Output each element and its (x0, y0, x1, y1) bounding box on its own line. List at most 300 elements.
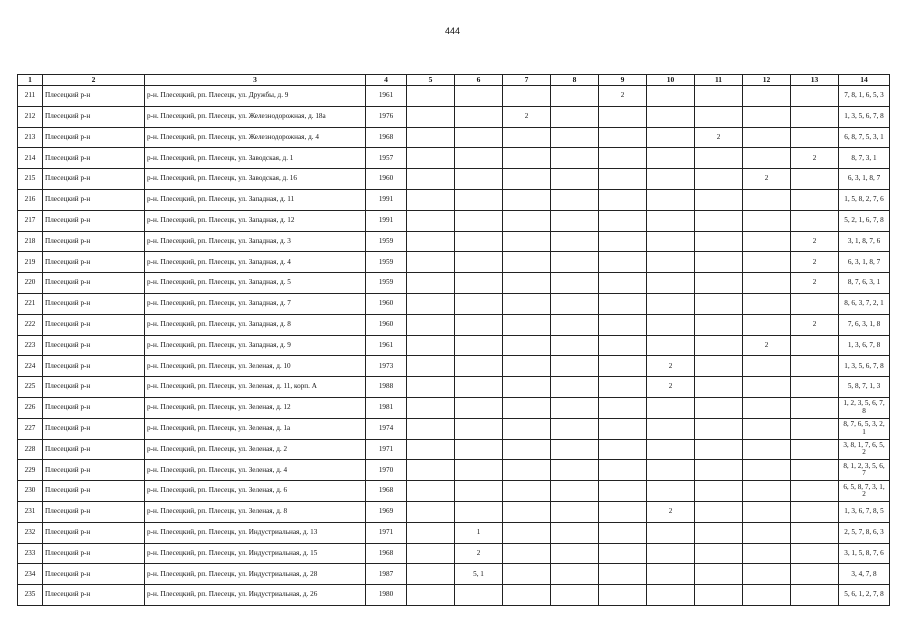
table-row (18, 86, 890, 107)
table-cell: р-н. Плесецкий, рп. Плесецк, ул. Зеленая, д. 1а (145, 418, 366, 439)
table-cell: Плесецкий р-н (43, 397, 145, 418)
table-cell (455, 585, 503, 606)
table-cell: Плесецкий р-н (43, 252, 145, 273)
table-cell: 1974 (366, 418, 407, 439)
table-cell: р-н. Плесецкий, рп. Плесецк, ул. Зеленая, д. 8 (145, 501, 366, 522)
column-header: 3 (145, 75, 366, 86)
table-cell (407, 397, 455, 418)
table-cell: Плесецкий р-н (43, 210, 145, 231)
table-cell: 1959 (366, 273, 407, 294)
table-cell (695, 564, 743, 585)
table-row (18, 106, 890, 127)
table-cell (407, 252, 455, 273)
table-cell (599, 335, 647, 356)
table-cell: Плесецкий р-н (43, 543, 145, 564)
table-cell (455, 273, 503, 294)
table-cell (791, 543, 839, 564)
table-cell (695, 148, 743, 169)
table-cell: 231 (18, 501, 43, 522)
table-cell (455, 293, 503, 314)
table-row (18, 377, 890, 398)
table-cell (503, 189, 551, 210)
table-cell (647, 106, 695, 127)
table-cell (695, 293, 743, 314)
table-cell: 1959 (366, 231, 407, 252)
table-cell: р-н. Плесецкий, рп. Плесецк, ул. Индустриальная, д. 28 (145, 564, 366, 585)
table-row (18, 460, 890, 481)
table-row (18, 543, 890, 564)
table-cell: 1960 (366, 169, 407, 190)
table-cell (503, 356, 551, 377)
table-cell (407, 501, 455, 522)
table-cell (407, 293, 455, 314)
table-cell (455, 231, 503, 252)
table-cell: 1, 3, 5, 6, 7, 8 (839, 356, 890, 377)
table-cell (503, 543, 551, 564)
table-cell: 6, 8, 7, 5, 3, 1 (839, 127, 890, 148)
table-cell: 1959 (366, 252, 407, 273)
table-cell: 222 (18, 314, 43, 335)
table-cell: р-н. Плесецкий, рп. Плесецк, ул. Железнодорожная, д. 4 (145, 127, 366, 148)
table-cell: р-н. Плесецкий, рп. Плесецк, ул. Зеленая, д. 11, корп. А (145, 377, 366, 398)
table-cell (743, 377, 791, 398)
table-cell: 1981 (366, 397, 407, 418)
table-cell (503, 564, 551, 585)
table-cell (551, 86, 599, 107)
table-cell (551, 335, 599, 356)
table-cell (743, 418, 791, 439)
table-cell: 2, 5, 7, 8, 6, 3 (839, 522, 890, 543)
table-row (18, 397, 890, 418)
table-cell (551, 377, 599, 398)
table-cell (599, 397, 647, 418)
table-cell: 221 (18, 293, 43, 314)
table-cell (647, 252, 695, 273)
table-cell: Плесецкий р-н (43, 564, 145, 585)
table-cell: 1, 3, 6, 7, 8, 5 (839, 501, 890, 522)
table-cell (599, 189, 647, 210)
table-cell (455, 397, 503, 418)
table-cell: р-н. Плесецкий, рп. Плесецк, ул. Заводская, д. 16 (145, 169, 366, 190)
table-cell (695, 231, 743, 252)
table-row (18, 418, 890, 439)
table-cell: Плесецкий р-н (43, 86, 145, 107)
table-cell (791, 106, 839, 127)
table-cell: 1973 (366, 356, 407, 377)
table-cell (647, 418, 695, 439)
table-cell: 3, 1, 8, 7, 6 (839, 231, 890, 252)
table-cell (743, 481, 791, 502)
table-cell: 1961 (366, 335, 407, 356)
table-cell: 1 (455, 522, 503, 543)
table-cell (551, 585, 599, 606)
table-cell: 3, 1, 5, 8, 7, 6 (839, 543, 890, 564)
table-cell: 1988 (366, 377, 407, 398)
table-cell (599, 501, 647, 522)
table-cell (647, 169, 695, 190)
table-cell: 1, 5, 8, 2, 7, 6 (839, 189, 890, 210)
table-cell: 5, 1 (455, 564, 503, 585)
table-row (18, 501, 890, 522)
table-cell (647, 522, 695, 543)
table-cell (743, 106, 791, 127)
table-cell: 7, 6, 3, 1, 8 (839, 314, 890, 335)
table-cell (647, 335, 695, 356)
table-cell: 5, 2, 1, 6, 7, 8 (839, 210, 890, 231)
table-cell (503, 585, 551, 606)
table-cell (743, 210, 791, 231)
table-cell: 5, 6, 1, 2, 7, 8 (839, 585, 890, 606)
table-cell: Плесецкий р-н (43, 127, 145, 148)
table-cell (695, 377, 743, 398)
table-cell (455, 148, 503, 169)
table-cell: 5, 8, 7, 1, 3 (839, 377, 890, 398)
table-cell (791, 418, 839, 439)
table-cell (599, 106, 647, 127)
table-cell (599, 481, 647, 502)
table-cell: р-н. Плесецкий, рп. Плесецк, ул. Зеленая, д. 4 (145, 460, 366, 481)
table-cell (551, 564, 599, 585)
table-cell (407, 418, 455, 439)
table-cell (695, 189, 743, 210)
table-cell (695, 273, 743, 294)
table-cell: р-н. Плесецкий, рп. Плесецк, ул. Западная, д. 12 (145, 210, 366, 231)
column-header: 14 (839, 75, 890, 86)
table-cell (503, 418, 551, 439)
table-cell (455, 460, 503, 481)
table-cell: 6, 5, 8, 7, 3, 1, 2 (839, 481, 890, 502)
table-cell (503, 335, 551, 356)
table-cell (599, 522, 647, 543)
table-cell: 232 (18, 522, 43, 543)
table-cell: 217 (18, 210, 43, 231)
table-cell: 211 (18, 86, 43, 107)
table-cell (743, 522, 791, 543)
table-cell (647, 439, 695, 460)
table-cell (743, 86, 791, 107)
table-cell: Плесецкий р-н (43, 585, 145, 606)
table-cell (743, 585, 791, 606)
table-cell (407, 231, 455, 252)
table-cell (695, 210, 743, 231)
table-cell (695, 439, 743, 460)
table-cell (455, 127, 503, 148)
column-header: 2 (43, 75, 145, 86)
table-cell (743, 460, 791, 481)
table-row (18, 148, 890, 169)
table-cell: р-н. Плесецкий, рп. Плесецк, ул. Западная, д. 8 (145, 314, 366, 335)
table-cell (743, 252, 791, 273)
table-cell (407, 148, 455, 169)
table-cell (455, 418, 503, 439)
table-cell (791, 86, 839, 107)
table-row (18, 522, 890, 543)
table-cell (647, 210, 695, 231)
table-cell: 1961 (366, 86, 407, 107)
column-header: 8 (551, 75, 599, 86)
table-cell: 212 (18, 106, 43, 127)
table-row (18, 273, 890, 294)
table-cell (743, 189, 791, 210)
table-cell: Плесецкий р-н (43, 460, 145, 481)
table-cell (407, 314, 455, 335)
table-cell (455, 189, 503, 210)
table-cell: 215 (18, 169, 43, 190)
table-cell (455, 501, 503, 522)
table-cell: 1968 (366, 127, 407, 148)
table-cell: Плесецкий р-н (43, 439, 145, 460)
table-cell (551, 169, 599, 190)
table-cell (551, 231, 599, 252)
table-cell (599, 377, 647, 398)
table-row (18, 335, 890, 356)
table-row (18, 314, 890, 335)
table-cell: 214 (18, 148, 43, 169)
column-header: 7 (503, 75, 551, 86)
table-cell (599, 169, 647, 190)
table-cell: 216 (18, 189, 43, 210)
table-cell: р-н. Плесецкий, рп. Плесецк, ул. Дружбы, д. 9 (145, 86, 366, 107)
table-cell (743, 314, 791, 335)
table-cell (647, 293, 695, 314)
table-cell (791, 501, 839, 522)
table-cell: р-н. Плесецкий, рп. Плесецк, ул. Западная, д. 7 (145, 293, 366, 314)
table-cell: 228 (18, 439, 43, 460)
table-cell (695, 356, 743, 377)
table-cell: Плесецкий р-н (43, 418, 145, 439)
table-cell: Плесецкий р-н (43, 522, 145, 543)
table-cell (647, 481, 695, 502)
table-cell (407, 522, 455, 543)
table-cell (503, 148, 551, 169)
table-cell: 2 (791, 231, 839, 252)
table-cell: Плесецкий р-н (43, 148, 145, 169)
table-cell: 225 (18, 377, 43, 398)
table-cell: 1968 (366, 543, 407, 564)
table-cell (647, 86, 695, 107)
table-cell: р-н. Плесецкий, рп. Плесецк, ул. Железнодорожная, д. 18а (145, 106, 366, 127)
table-cell (791, 210, 839, 231)
table-cell: 2 (791, 273, 839, 294)
table-cell: 229 (18, 460, 43, 481)
table-cell: 233 (18, 543, 43, 564)
table-cell (407, 169, 455, 190)
table-cell: 1991 (366, 210, 407, 231)
table-cell: 220 (18, 273, 43, 294)
table-cell (695, 314, 743, 335)
table-cell (791, 169, 839, 190)
table-cell (599, 356, 647, 377)
table-cell (407, 106, 455, 127)
table-cell (791, 377, 839, 398)
table-cell (647, 148, 695, 169)
table-cell: 7, 8, 1, 6, 5, 3 (839, 86, 890, 107)
table-cell (503, 501, 551, 522)
table-cell (791, 397, 839, 418)
data-table (17, 74, 890, 606)
table-cell (503, 273, 551, 294)
table-cell: 2 (455, 543, 503, 564)
table-cell (503, 127, 551, 148)
table-cell (503, 481, 551, 502)
column-header: 4 (366, 75, 407, 86)
table-cell (551, 501, 599, 522)
table-cell: 8, 7, 6, 3, 1 (839, 273, 890, 294)
table-cell: 8, 1, 2, 3, 5, 6, 7 (839, 460, 890, 481)
table-cell: 2 (791, 252, 839, 273)
table-cell (551, 460, 599, 481)
table-row (18, 231, 890, 252)
table-cell (407, 439, 455, 460)
table-cell (647, 585, 695, 606)
table-row (18, 564, 890, 585)
table-cell: р-н. Плесецкий, рп. Плесецк, ул. Индустриальная, д. 26 (145, 585, 366, 606)
table-cell (551, 439, 599, 460)
table-cell (503, 439, 551, 460)
table-cell: Плесецкий р-н (43, 231, 145, 252)
table-cell (551, 106, 599, 127)
table-cell (743, 501, 791, 522)
table-row (18, 210, 890, 231)
table-cell (695, 501, 743, 522)
table-cell: р-н. Плесецкий, рп. Плесецк, ул. Индустриальная, д. 13 (145, 522, 366, 543)
table-cell: 1960 (366, 314, 407, 335)
table-cell (551, 148, 599, 169)
table-cell (791, 189, 839, 210)
column-header: 6 (455, 75, 503, 86)
table-cell (551, 522, 599, 543)
table-cell (503, 377, 551, 398)
table-cell (599, 252, 647, 273)
table-cell: 1, 2, 3, 5, 6, 7, 8 (839, 397, 890, 418)
table-cell (743, 231, 791, 252)
column-header: 1 (18, 75, 43, 86)
table-cell (743, 397, 791, 418)
table-cell (503, 293, 551, 314)
table-cell (695, 86, 743, 107)
column-header: 12 (743, 75, 791, 86)
table-cell: 223 (18, 335, 43, 356)
table-cell (743, 356, 791, 377)
table-cell (455, 377, 503, 398)
table-cell (791, 127, 839, 148)
table-cell (455, 439, 503, 460)
table-cell: 213 (18, 127, 43, 148)
table-cell: 235 (18, 585, 43, 606)
table-cell (599, 564, 647, 585)
table-cell: 3, 8, 1, 7, 6, 5, 2 (839, 439, 890, 460)
table-cell (791, 335, 839, 356)
table-cell: 230 (18, 481, 43, 502)
table-cell (551, 314, 599, 335)
table-cell: 2 (743, 169, 791, 190)
table-cell (791, 481, 839, 502)
table-cell: 1970 (366, 460, 407, 481)
table-cell (599, 314, 647, 335)
table-cell (743, 439, 791, 460)
table-cell (791, 356, 839, 377)
table-cell (647, 460, 695, 481)
table-cell (503, 314, 551, 335)
table-cell: Плесецкий р-н (43, 377, 145, 398)
table-cell (503, 522, 551, 543)
table-cell (551, 127, 599, 148)
table-cell (695, 481, 743, 502)
table-cell: р-н. Плесецкий, рп. Плесецк, ул. Зеленая, д. 2 (145, 439, 366, 460)
table-cell: Плесецкий р-н (43, 356, 145, 377)
table-cell: р-н. Плесецкий, рп. Плесецк, ул. Заводская, д. 1 (145, 148, 366, 169)
table-cell: 1971 (366, 439, 407, 460)
table-cell: 1957 (366, 148, 407, 169)
table-cell (551, 293, 599, 314)
table-cell (647, 314, 695, 335)
table-cell (455, 210, 503, 231)
table-cell: 8, 7, 6, 5, 3, 2, 1 (839, 418, 890, 439)
table-header-row (18, 75, 890, 86)
table-cell: 219 (18, 252, 43, 273)
table-cell (599, 273, 647, 294)
table-cell: 2 (503, 106, 551, 127)
table-cell: 227 (18, 418, 43, 439)
table-cell: р-н. Плесецкий, рп. Плесецк, ул. Западная, д. 9 (145, 335, 366, 356)
table-row (18, 252, 890, 273)
table-cell: Плесецкий р-н (43, 314, 145, 335)
table-cell (599, 585, 647, 606)
table-cell: 1960 (366, 293, 407, 314)
table-cell (455, 252, 503, 273)
table-cell (551, 397, 599, 418)
table-cell (551, 481, 599, 502)
table-cell: 2 (695, 127, 743, 148)
table-row (18, 169, 890, 190)
table-cell (407, 335, 455, 356)
table-cell (791, 522, 839, 543)
table-cell: р-н. Плесецкий, рп. Плесецк, ул. Зеленая, д. 6 (145, 481, 366, 502)
table-cell (455, 356, 503, 377)
column-header: 10 (647, 75, 695, 86)
column-header: 13 (791, 75, 839, 86)
table-cell: 2 (647, 377, 695, 398)
table-cell (647, 397, 695, 418)
table-cell (695, 418, 743, 439)
table-cell (551, 543, 599, 564)
table-cell (551, 418, 599, 439)
table-cell: р-н. Плесецкий, рп. Плесецк, ул. Индустриальная, д. 15 (145, 543, 366, 564)
table-cell (599, 418, 647, 439)
table-cell (407, 127, 455, 148)
table-cell (743, 273, 791, 294)
table-cell: 3, 4, 7, 8 (839, 564, 890, 585)
table-cell: Плесецкий р-н (43, 335, 145, 356)
table-cell: 1971 (366, 522, 407, 543)
table-cell (599, 439, 647, 460)
table-cell (743, 127, 791, 148)
table-cell (551, 252, 599, 273)
table-cell: 1, 3, 5, 6, 7, 8 (839, 106, 890, 127)
table-cell: Плесецкий р-н (43, 293, 145, 314)
table-cell (407, 585, 455, 606)
table-cell (503, 86, 551, 107)
table-row (18, 585, 890, 606)
table-row (18, 127, 890, 148)
table-cell (455, 106, 503, 127)
table-cell (647, 189, 695, 210)
table-cell (551, 356, 599, 377)
table-cell (695, 543, 743, 564)
table-cell (647, 564, 695, 585)
table-cell (407, 377, 455, 398)
table-cell (599, 293, 647, 314)
